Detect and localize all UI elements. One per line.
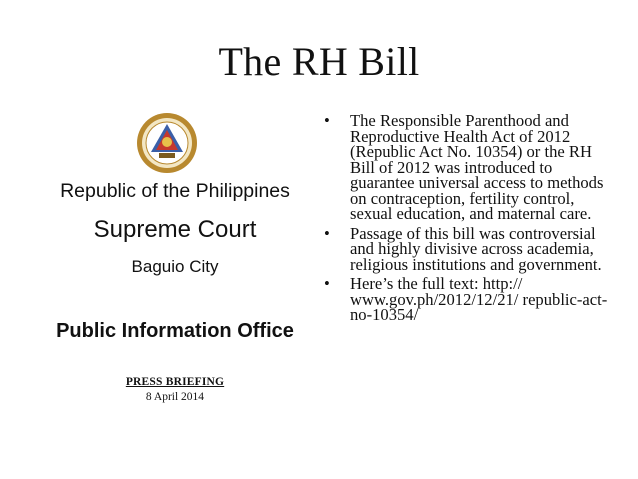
press-briefing-image <box>40 112 310 422</box>
slide-title: The RH Bill <box>218 39 420 84</box>
bullet-item: • The Responsible Parenthood and Reproductive Health Act of 2012 (Republic Act No. 10354) or the RH Bill of 2012 was introduced to guarantee universal access to methods on contraception, fertility control, sexual education, and maternal care. <box>318 113 618 222</box>
press-briefing-label: PRESS BRIEFING <box>125 376 225 388</box>
bullet-item: • Passage of this bill was controversial and highly divisive across academia, religious institutions and government. <box>318 226 618 273</box>
briefing-date: 8 April 2014 <box>145 391 205 403</box>
bullet-item: • Here’s the full text: http:// www.gov.ph/2012/12/21/ republic-act-no-10354/ <box>318 276 618 323</box>
supreme-court-seal-icon <box>136 112 198 174</box>
pio-line: Public Information Office <box>56 320 294 342</box>
bullet-list <box>318 113 618 327</box>
republic-line: Republic of the Philippines <box>60 180 290 202</box>
supreme-court-line: Supreme Court <box>93 216 257 243</box>
city-line: Baguio City <box>131 257 219 276</box>
